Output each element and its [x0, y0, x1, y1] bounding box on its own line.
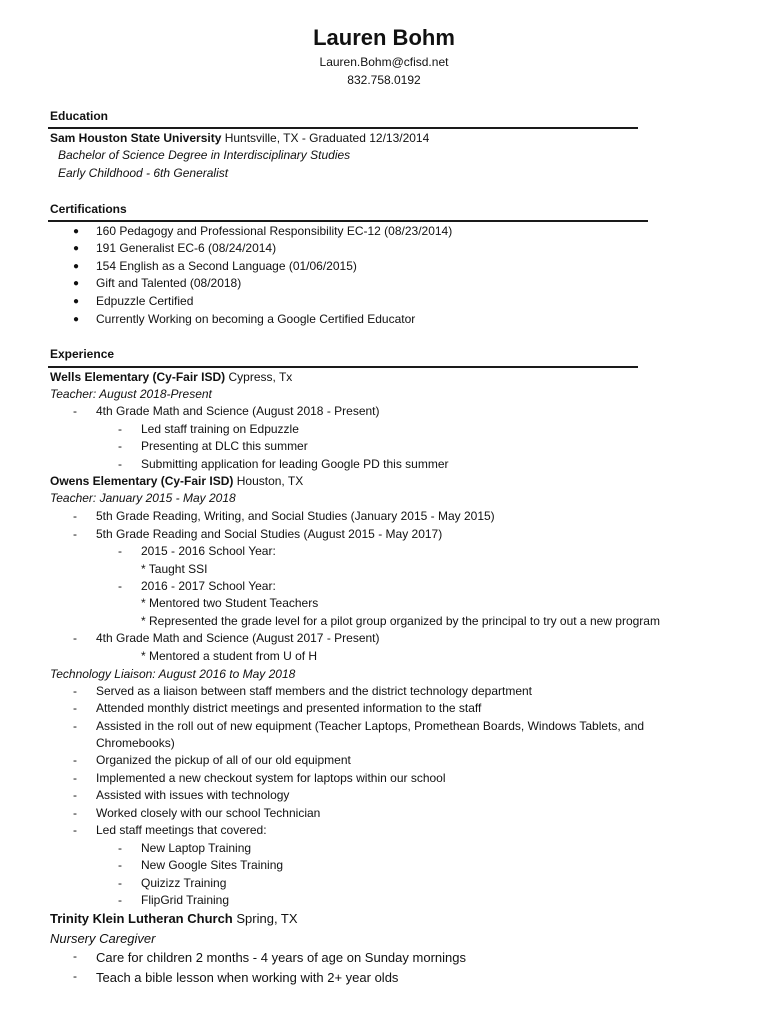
certifications-heading: Certifications: [50, 202, 127, 216]
trinity-role: Nursery Caregiver: [50, 931, 156, 946]
bullet-marker: ●: [73, 226, 80, 237]
email: Lauren.Bohm@cfisd.net: [319, 55, 449, 69]
bullet-marker: ●: [73, 261, 80, 272]
bullet-marker: ●: [73, 243, 80, 254]
dash-marker: -: [73, 527, 77, 541]
dash-marker: -: [73, 788, 77, 802]
bullet-marker: ●: [73, 278, 80, 289]
experience-subitem: FlipGrid Training: [141, 893, 230, 907]
experience-subitem: 2016 - 2017 School Year:: [141, 579, 276, 593]
dash-marker: -: [73, 753, 77, 767]
owens-role: Teacher: January 2015 - May 2018: [50, 491, 236, 505]
employer-location: Spring, TX: [232, 911, 298, 926]
experience-item: Assisted with issues with technology: [96, 788, 290, 802]
employer-location: Houston, TX: [233, 474, 304, 488]
liaison-role: Technology Liaison: August 2016 to May 2018: [50, 667, 296, 681]
certification-item: Currently Working on becoming a Google Certified Educator: [96, 312, 416, 326]
degree-focus: Early Childhood - 6th Generalist: [58, 166, 229, 180]
dash-marker: -: [73, 404, 77, 418]
dash-marker: -: [73, 806, 77, 820]
experience-note: * Taught SSI: [141, 562, 208, 576]
certification-item: 154 English as a Second Language (01/06/2015): [96, 259, 357, 273]
experience-rule: [48, 366, 638, 368]
dash-marker: -: [118, 858, 122, 872]
dash-marker: -: [73, 771, 77, 785]
experience-item: 5th Grade Reading and Social Studies (August 2015 - May 2017): [96, 527, 443, 541]
employer-name: Wells Elementary (Cy-Fair ISD): [50, 370, 226, 384]
experience-item: Teach a bible lesson when working with 2+ year olds: [96, 970, 399, 985]
school-detail: Huntsville, TX - Graduated 12/13/2014: [221, 131, 430, 145]
resume-name: Lauren Bohm: [313, 25, 455, 50]
bullet-marker: ●: [73, 296, 80, 307]
experience-subitem: Submitting application for leading Google PD this summer: [141, 457, 449, 471]
experience-item-continued: Chromebooks): [96, 736, 175, 750]
experience-subitem: Quizizz Training: [141, 876, 227, 890]
dash-marker: -: [73, 701, 77, 715]
employer-location: Cypress, Tx: [225, 370, 293, 384]
dash-marker: -: [73, 509, 77, 523]
phone: 832.758.0192: [347, 73, 421, 87]
experience-note: * Mentored two Student Teachers: [141, 596, 319, 610]
dash-marker: -: [73, 823, 77, 837]
experience-subitem: 2015 - 2016 School Year:: [141, 544, 276, 558]
dash-marker: -: [118, 579, 122, 593]
dash-marker: -: [118, 422, 122, 436]
experience-note: * Mentored a student from U of H: [141, 649, 318, 663]
employer-name: Owens Elementary (Cy-Fair ISD): [50, 474, 234, 488]
education-heading: Education: [50, 109, 109, 123]
experience-item: Led staff meetings that covered:: [96, 823, 267, 837]
experience-subitem: New Google Sites Training: [141, 858, 284, 872]
dash-marker: -: [73, 719, 77, 733]
experience-item: Worked closely with our school Technician: [96, 806, 321, 820]
trinity-employer-line: [50, 909, 298, 928]
experience-subitem: Presenting at DLC this summer: [141, 439, 308, 453]
experience-item: Assisted in the roll out of new equipment (Teacher Laptops, Promethean Boards, Windows Tablets, and: [96, 719, 645, 733]
experience-item: Served as a liaison between staff members and the district technology department: [96, 684, 533, 698]
certifications-rule: [48, 220, 648, 222]
experience-item: 4th Grade Math and Science (August 2018 - Present): [96, 404, 380, 418]
dash-marker: -: [118, 876, 122, 890]
dash-marker: -: [73, 631, 77, 645]
certification-item: Gift and Talented (08/2018): [96, 276, 242, 290]
dash-marker: -: [73, 684, 77, 698]
experience-item: Organized the pickup of all of our old equipment: [96, 753, 351, 767]
wells-role: Teacher: August 2018-Present: [50, 387, 212, 401]
experience-subitem: Led staff training on Edpuzzle: [141, 422, 299, 436]
wells-employer-line: [50, 369, 292, 386]
dash-marker: -: [118, 841, 122, 855]
employer-name: Trinity Klein Lutheran Church: [50, 911, 233, 926]
dash-marker: -: [118, 439, 122, 453]
certification-item: 191 Generalist EC-6 (08/24/2014): [96, 241, 277, 255]
experience-subitem: New Laptop Training: [141, 841, 252, 855]
experience-item: Implemented a new checkout system for laptops within our school: [96, 771, 446, 785]
experience-item: Care for children 2 months - 4 years of age on Sunday mornings: [96, 950, 466, 965]
dash-marker: -: [73, 949, 77, 963]
dash-marker: -: [118, 457, 122, 471]
experience-item: 5th Grade Reading, Writing, and Social Studies (January 2015 - May 2015): [96, 509, 495, 523]
experience-note: * Represented the grade level for a pilot group organized by the principal to try out a new program: [141, 614, 660, 628]
school-name: Sam Houston State University: [50, 131, 222, 145]
education-rule: [48, 127, 638, 129]
degree: Bachelor of Science Degree in Interdisciplinary Studies: [58, 148, 351, 162]
experience-heading: Experience: [50, 347, 115, 361]
dash-marker: -: [73, 969, 77, 983]
bullet-marker: ●: [73, 314, 80, 325]
dash-marker: -: [118, 544, 122, 558]
owens-employer-line: [50, 473, 303, 490]
certification-item: Edpuzzle Certified: [96, 294, 194, 308]
experience-item: Attended monthly district meetings and presented information to the staff: [96, 701, 482, 715]
education-school-line: [50, 130, 429, 147]
dash-marker: -: [118, 893, 122, 907]
experience-item: 4th Grade Math and Science (August 2017 - Present): [96, 631, 380, 645]
certification-item: 160 Pedagogy and Professional Responsibility EC-12 (08/23/2014): [96, 224, 453, 238]
